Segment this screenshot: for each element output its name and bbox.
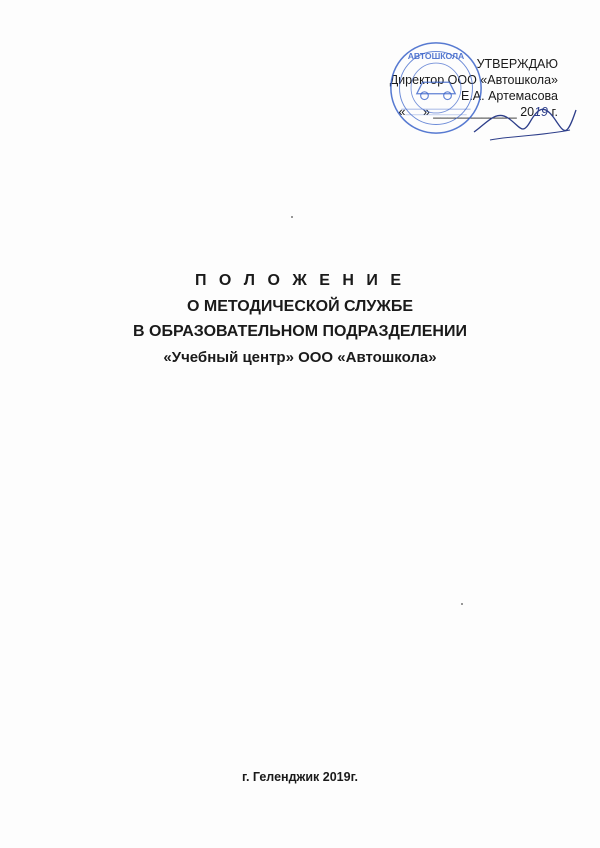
scan-speck [291,216,293,218]
date-year-suffix: 19 [534,105,548,119]
scan-speck [461,603,463,605]
document-footer: г. Геленджик 2019г. [241,770,359,784]
date-close-quote: » [422,105,430,119]
approval-name: Е.А. Артемасова [461,89,558,103]
approval-heading: УТВЕРЖДАЮ [476,57,558,71]
document-title-line-2: В ОБРАЗОВАТЕЛЬНОМ ПОДРАЗДЕЛЕНИИ [133,323,467,340]
document-subtitle: «Учебный центр» ООО «Автошкола» [163,349,437,366]
approval-date: « » ____________ 2019 г. [398,105,558,119]
date-open-quote: « [398,105,406,119]
stamp-text: АВТОШКОЛА [407,51,465,62]
date-year-prefix: 20 [520,105,535,119]
document-heading: П О Л О Ж Е Н И Е [194,272,406,289]
document-title-block [0,268,600,371]
signature [470,92,580,152]
approval-position: Директор ООО «Автошкола» [389,73,558,87]
document-title-line-1: О МЕТОДИЧЕСКОЙ СЛУЖБЕ [187,298,413,315]
date-year-unit: г. [551,105,558,119]
